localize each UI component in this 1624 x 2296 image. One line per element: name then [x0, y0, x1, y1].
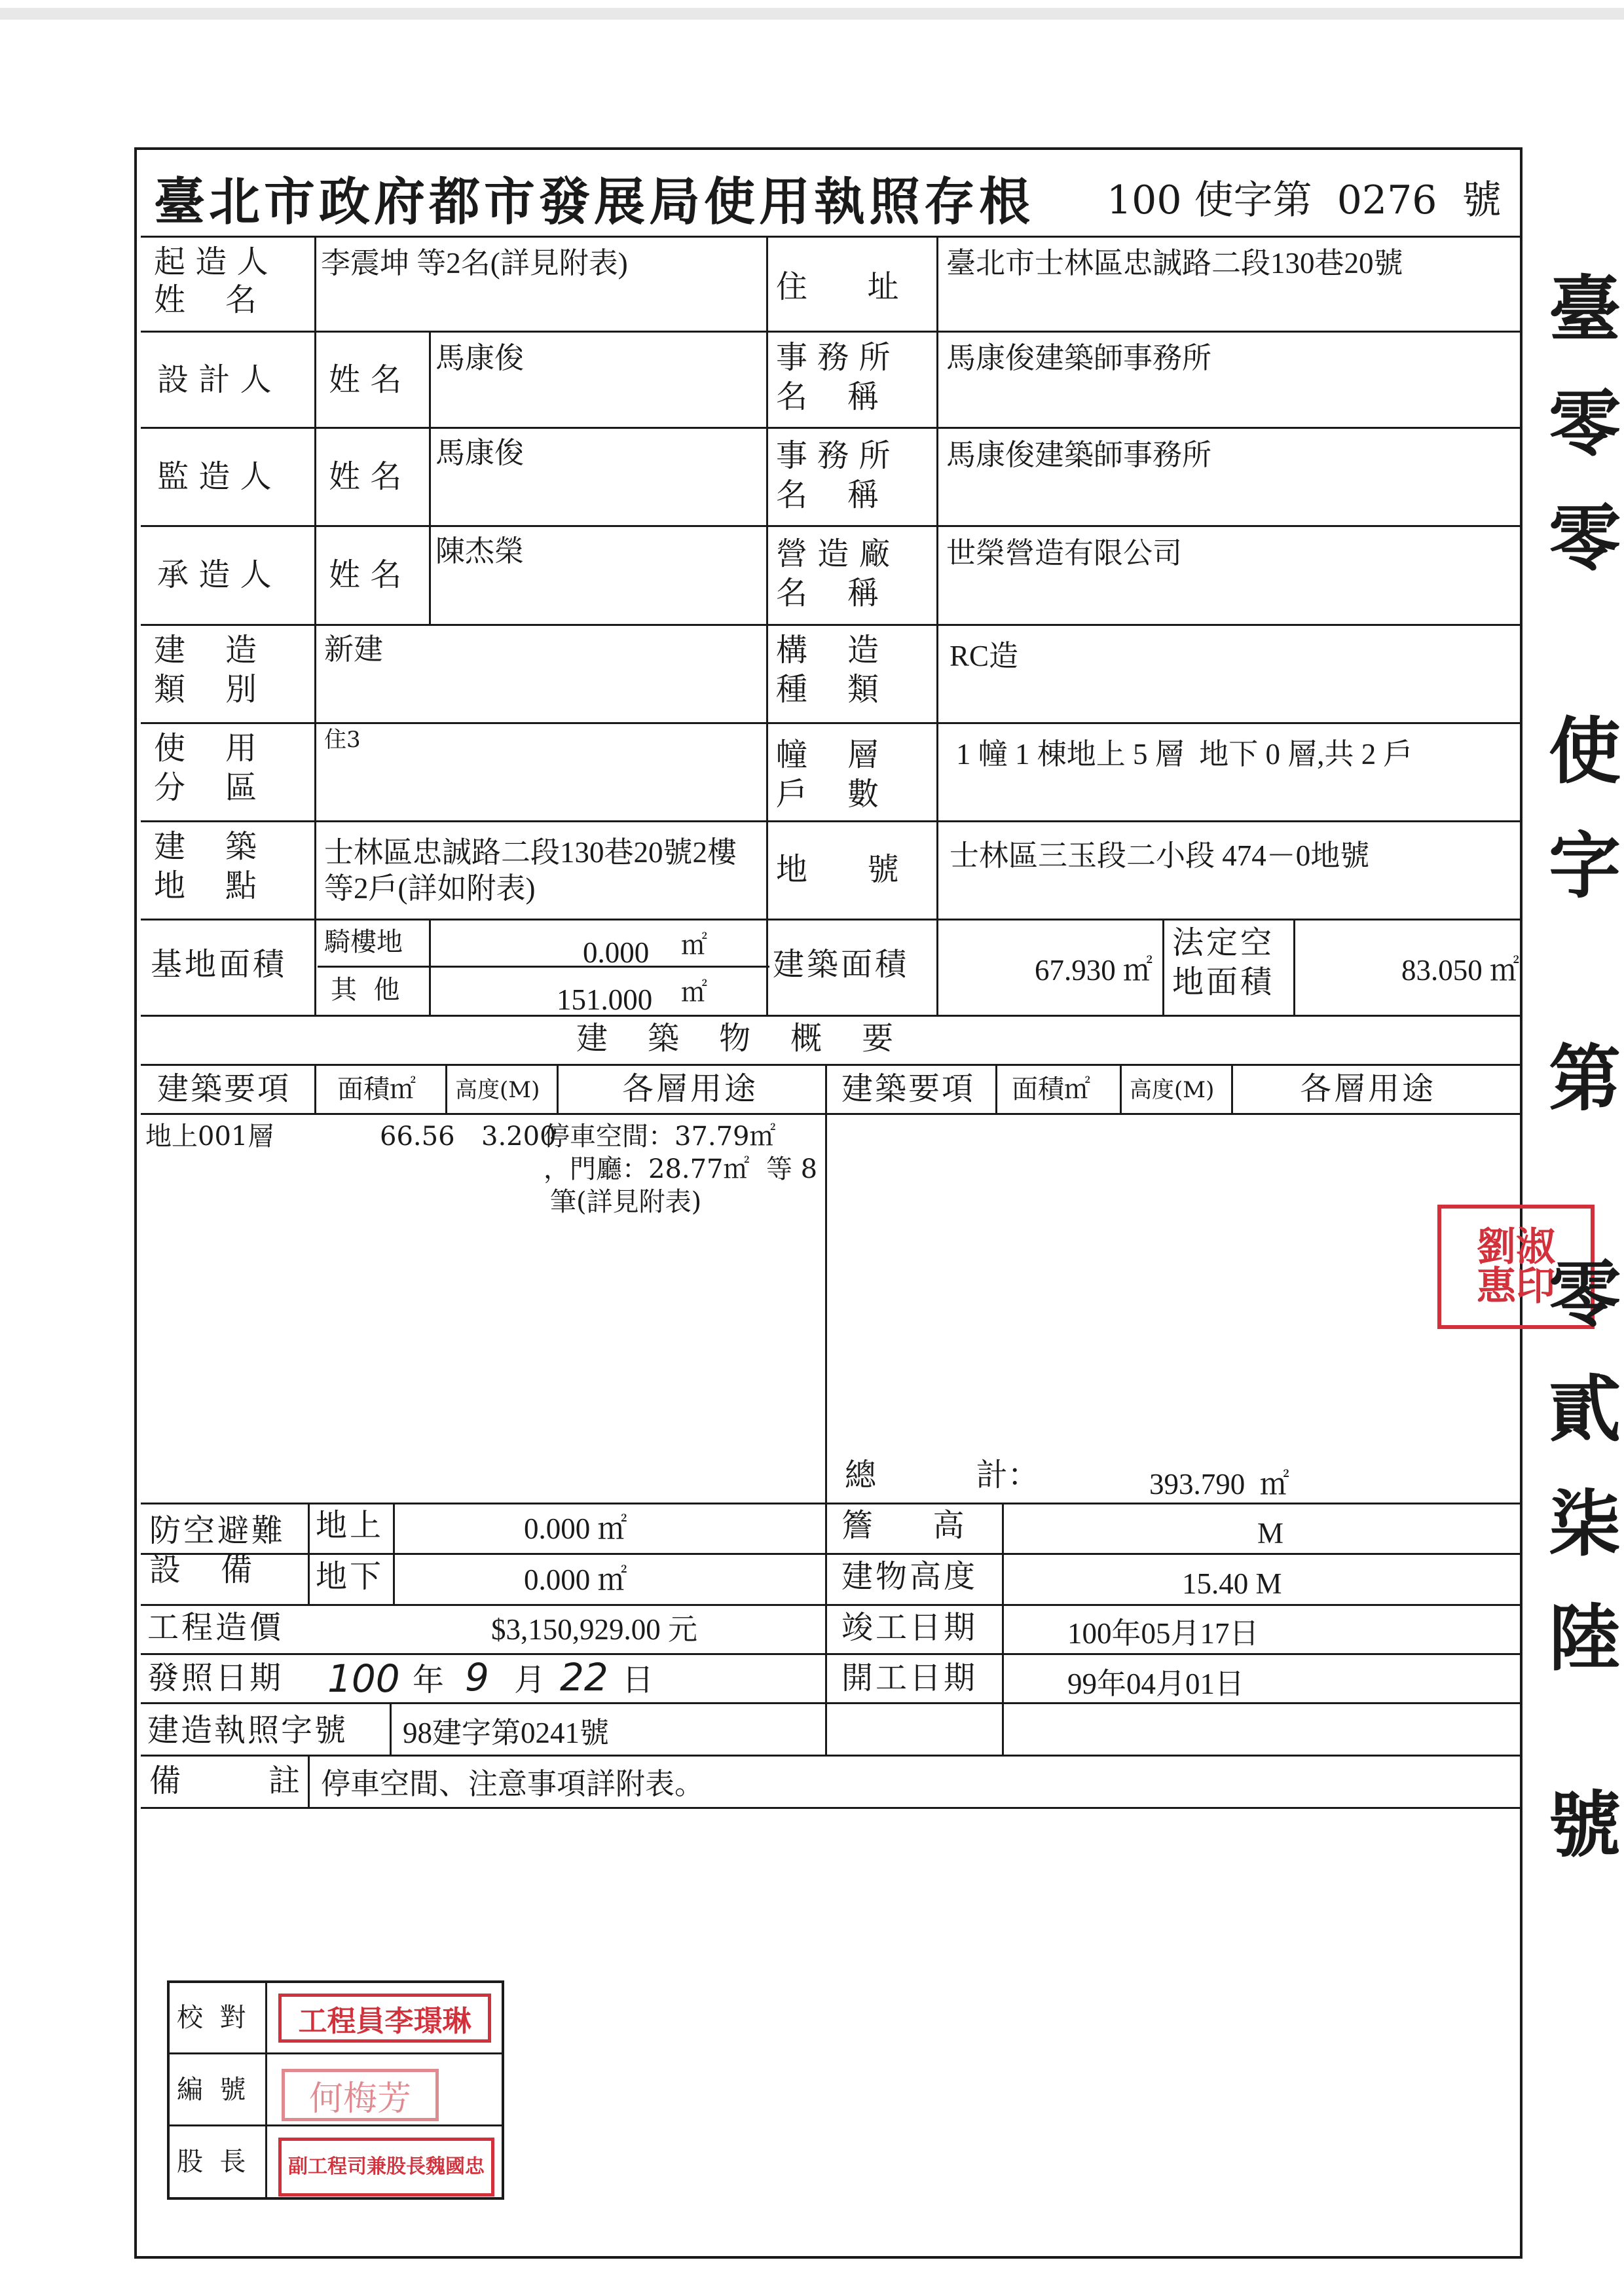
rule [314, 1064, 316, 1113]
rule [170, 2052, 502, 2054]
overview-header-height-right: 高度(M) [1130, 1077, 1215, 1103]
overview-header-area-left: 面積㎡ [337, 1074, 416, 1104]
arcade-label: 騎樓地 [324, 927, 403, 957]
supervisor-name-label: 姓 名 [329, 458, 402, 495]
rule [170, 2124, 502, 2126]
start-value: 99年04月01日 [1067, 1667, 1245, 1700]
building-height-label: 建物高度 [841, 1558, 978, 1595]
rule [141, 1653, 1522, 1655]
building-area-value: 67.930 ㎡ [1035, 954, 1153, 987]
other-unit: ㎡ [681, 977, 707, 1008]
edge-char: 貳 [1549, 1367, 1621, 1451]
engineer-stamp: 工程員李璟琳 [278, 1994, 491, 2043]
address-label: 住 址 [776, 268, 899, 305]
issue-day-unit: 日 [622, 1662, 654, 1698]
permit-number: 100 使字第 0276 號 [1107, 177, 1502, 223]
overview-header-item-right: 建築要項 [841, 1070, 976, 1107]
other-value: 151.000 [557, 983, 653, 1016]
shelter-above-label: 地上 [316, 1507, 384, 1544]
rule [141, 1807, 1522, 1809]
eave-label: 簷 高 [841, 1507, 965, 1544]
contractor-name-label: 姓 名 [329, 556, 402, 593]
rule [141, 1702, 1522, 1704]
shelter-below-value: 0.000 ㎡ [524, 1563, 627, 1596]
lot-value: 士林區三玉段二小段 474－0地號 [950, 839, 1370, 872]
overview-title: 建 築 物 概 要 [576, 1020, 894, 1057]
location-line-2: 等2戶(詳如附表) [324, 872, 536, 905]
structure-label-1: 構 造 [776, 632, 879, 668]
rule [825, 1064, 827, 1755]
remarks-label-1: 備 [149, 1762, 181, 1799]
applicant-value: 李震坤 等2名(詳見附表) [321, 247, 628, 280]
contractor-office-label-2: 名 稱 [776, 575, 879, 611]
supervisor-office-label-2: 名 稱 [776, 477, 879, 513]
arcade-value: 0.000 [583, 936, 650, 969]
zoning-value: 住3 [324, 727, 361, 753]
build-type-value: 新建 [324, 633, 384, 666]
units-label-1: 幢 層 [776, 737, 879, 773]
contractor-office-label-1: 營 造 廠 [776, 536, 891, 572]
edge-char: 號 [1549, 1783, 1621, 1867]
rule [141, 525, 1522, 527]
edge-char: 使 [1549, 709, 1621, 793]
structure-label-2: 種 類 [776, 671, 879, 708]
shelter-below-label: 地下 [316, 1558, 384, 1595]
designer-name-label: 姓 名 [329, 361, 402, 398]
contractor-value: 陳杰榮 [435, 535, 525, 568]
designer-label: 設 計 人 [157, 361, 272, 398]
signoff-label-number: 編 號 [177, 2075, 246, 2105]
edge-char: 零 [1549, 1252, 1621, 1337]
site-area-label: 基地面積 [151, 946, 287, 983]
chief-stamp-text: 副工程司兼股長魏國忠 [288, 2155, 485, 2178]
location-line-1: 士林區忠誠路二段130巷20號2樓 [324, 836, 737, 869]
floor-use-1: 停車空間：37.79㎡ [544, 1121, 776, 1152]
rule [141, 722, 1522, 724]
permit-no-label: 建造執照字號 [147, 1712, 348, 1749]
issue-year: 100 [327, 1656, 400, 1701]
rule [308, 1503, 310, 1604]
floor-use-2: ，門廳：28.77㎡ 等 8 [544, 1154, 818, 1184]
shelter-label-1: 防空避難 [149, 1512, 286, 1549]
edge-char: 第 [1549, 1036, 1621, 1121]
rule [141, 331, 1522, 333]
eave-value: M [1257, 1517, 1284, 1550]
issue-year-unit: 年 [413, 1662, 445, 1698]
rule [390, 1702, 392, 1755]
floor-use-3: 筆(詳見附表) [550, 1187, 702, 1217]
location-label-2: 地 點 [154, 867, 257, 904]
rule [141, 1604, 1522, 1606]
applicant-label-2: 姓 名 [154, 282, 257, 318]
contractor-office: 世榮營造有限公司 [946, 537, 1183, 570]
open-space-label-2: 地面積 [1172, 964, 1275, 1000]
rule [1231, 1064, 1233, 1113]
issue-day: 22 [560, 1655, 608, 1700]
designer-office: 馬康俊建築師事務所 [946, 342, 1212, 374]
rule [1120, 1064, 1122, 1113]
rule [557, 1064, 559, 1113]
units-label-2: 戶 數 [776, 776, 879, 812]
rule [445, 1064, 447, 1113]
rule [318, 966, 769, 968]
rule [308, 1755, 310, 1807]
location-label-1: 建 築 [154, 828, 257, 865]
lot-label: 地 號 [776, 851, 899, 888]
rule [141, 236, 1522, 238]
overview-header-use-right: 各層用途 [1300, 1070, 1437, 1107]
edge-char: 臺 [1549, 267, 1621, 352]
signoff-label-chief: 股 長 [177, 2147, 246, 2177]
overview-header-area-right: 面積㎡ [1012, 1074, 1090, 1104]
rule [429, 919, 431, 1015]
rule [1162, 919, 1164, 1015]
applicant-label-1: 起 造 人 [154, 244, 268, 280]
arcade-unit: ㎡ [681, 930, 707, 960]
supervisor-label: 監 造 人 [157, 458, 272, 495]
shelter-above-value: 0.000 ㎡ [524, 1512, 627, 1545]
completion-value: 100年05月17日 [1067, 1617, 1259, 1650]
designer-office-label-2: 名 稱 [776, 378, 879, 415]
scan-edge [0, 8, 1624, 20]
rule [141, 1553, 1522, 1555]
designer-value: 馬康俊 [435, 342, 525, 374]
signoff-label-check: 校 對 [177, 2003, 246, 2033]
rule [429, 331, 431, 624]
cost-value: $3,150,929.00 元 [491, 1613, 698, 1646]
edge-char: 零 [1549, 382, 1621, 466]
issue-label: 發照日期 [147, 1660, 284, 1696]
edge-char: 字 [1549, 824, 1621, 908]
rule [141, 1064, 1522, 1066]
rule [141, 427, 1522, 429]
rule [936, 236, 938, 1015]
rule [393, 1503, 395, 1604]
structure-value: RC造 [950, 640, 1019, 672]
build-type-label-2: 類 別 [154, 671, 257, 708]
issue-month: 9 [465, 1655, 489, 1700]
issue-month-unit: 月 [514, 1662, 546, 1698]
floor-item: 地上001層 [145, 1121, 274, 1152]
edge-char: 零 [1549, 496, 1621, 581]
zoning-label-2: 分 區 [154, 769, 257, 806]
rule [141, 624, 1522, 626]
overview-header-item-left: 建築要項 [157, 1070, 291, 1107]
edge-char: 陸 [1549, 1596, 1621, 1681]
build-type-label-1: 建 造 [154, 632, 257, 668]
supervisor-value: 馬康俊 [435, 437, 525, 469]
units-value: 1 幢 1 棟地上 5 層 地下 0 層,共 2 戶 [956, 738, 1413, 771]
rule [265, 1983, 267, 2198]
open-space-label-1: 法定空 [1172, 924, 1275, 961]
shelter-label-2: 設 備 [149, 1552, 253, 1588]
zoning-label-1: 使 用 [154, 730, 257, 767]
remarks-value: 停車空間、注意事項詳附表。 [321, 1768, 705, 1800]
building-area-label: 建築面積 [773, 946, 910, 983]
supervisor-office-label-1: 事 務 所 [776, 437, 891, 474]
page-title: 臺北市政府都市發展局使用執照存根 [154, 172, 1035, 232]
rule [314, 236, 316, 1015]
supervisor-office: 馬康俊建築師事務所 [946, 439, 1212, 471]
other-label: 其 他 [331, 975, 400, 1005]
address-value: 臺北市士林區忠誠路二段130巷20號 [946, 247, 1403, 280]
cost-label: 工程造價 [147, 1609, 284, 1646]
overview-header-use-left: 各層用途 [622, 1070, 759, 1107]
remarks-label-2: 註 [268, 1762, 301, 1799]
floor-area: 66.56 [380, 1121, 455, 1152]
total-label: 總 計： [845, 1457, 1039, 1493]
rule [141, 1015, 1522, 1017]
rule [141, 1113, 1522, 1115]
rule [1293, 919, 1295, 1015]
rule [1002, 1503, 1004, 1755]
completion-label: 竣工日期 [841, 1609, 978, 1646]
edge-char: 柒 [1549, 1482, 1621, 1566]
rule [141, 1755, 1522, 1757]
rule [995, 1064, 997, 1113]
start-label: 開工日期 [841, 1660, 978, 1696]
total-value: 393.790 ㎡ [1149, 1468, 1289, 1501]
official-seal-text: 劉淑惠印 [1477, 1224, 1555, 1309]
rule [141, 1503, 1522, 1504]
permit-no-value: 98建字第0241號 [403, 1717, 610, 1749]
rule [141, 919, 1522, 920]
chief-stamp [278, 2138, 494, 2196]
rule [141, 820, 1522, 822]
overview-header-height-left: 高度(M) [455, 1077, 540, 1103]
rule [766, 236, 768, 1015]
contractor-label: 承 造 人 [157, 556, 272, 593]
floor-height: 3.200 [481, 1121, 557, 1152]
designer-office-label-1: 事 務 所 [776, 339, 891, 376]
open-space-value: 83.050 ㎡ [1401, 954, 1520, 987]
building-height-value: 15.40 M [1182, 1567, 1282, 1600]
clerk-stamp: 何梅芳 [282, 2069, 439, 2121]
